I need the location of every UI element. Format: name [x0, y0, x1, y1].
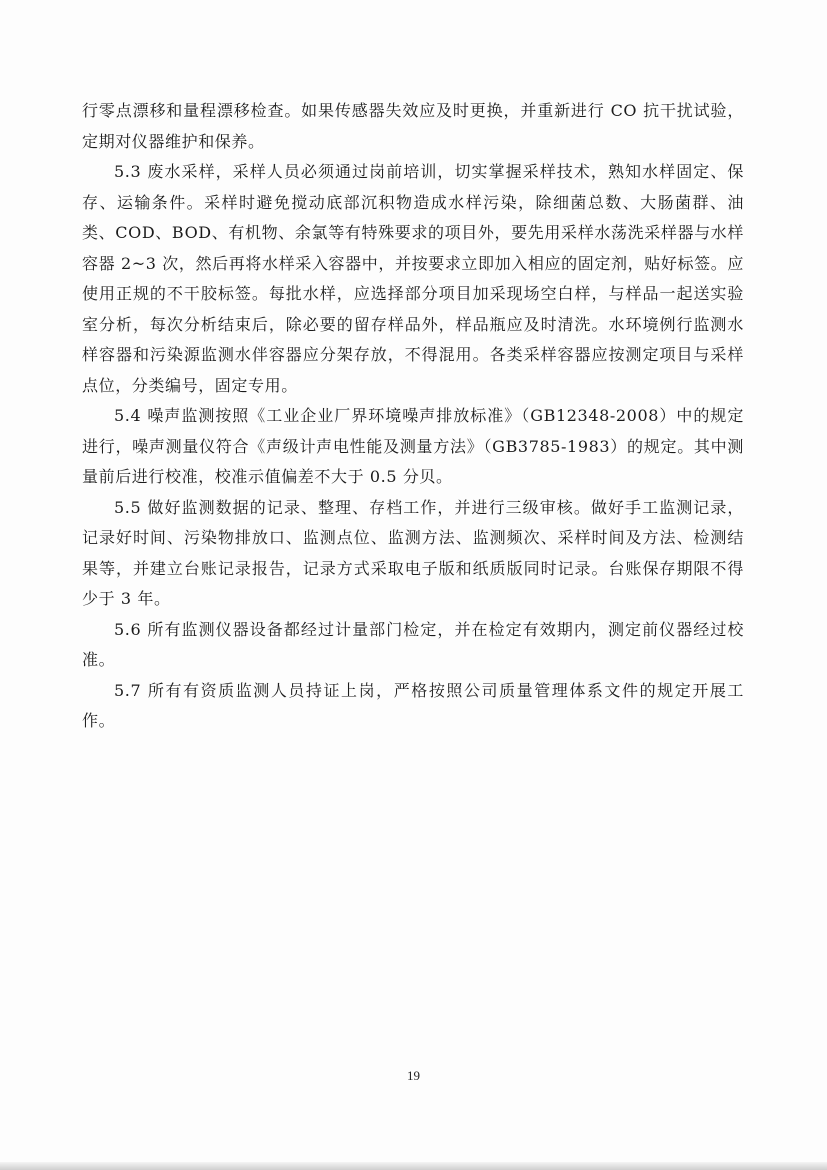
- paragraph-5-6-instrument-calibration: 5.6 所有监测仪器设备都经过计量部门检定，并在检定有效期内，测定前仪器经过校准。: [82, 619, 744, 669]
- paragraph-5-4-noise-monitoring: 5.4 噪声监测按照《工业企业厂界环境噪声排放标准》（GB12348-2008）中的规定进行，噪声测量仪符合《声级计声电性能及测量方法》（GB3785-1983）的规定。其中测量前后进行校准，校准示值偏差不大于 0.5 分贝。: [82, 406, 744, 486]
- document-body: [82, 96, 744, 737]
- page-number: 19: [407, 1068, 420, 1083]
- scan-bottom-edge: [0, 1162, 827, 1170]
- paragraph-5-3-wastewater-sampling: 5.3 废水采样，采样人员必须通过岗前培训，切实掌握采样技术，熟知水样固定、保存、运输条件。采样时避免搅动底部沉积物造成水样污染，除细菌总数、大肠菌群、油类、COD、BOD、有机物、余氯等有特殊要求的项目外，要先用采样水荡洗采样器与水样容器 2~3 次，然后再将水样采入容器中，并按要求立即加入相应的固定剂，贴好标签。应使用正规的不干胶标签。每批水样，应选择部分项目加采现场空白样，与样品一起送实验室分析，每次分析结束后，除必要的留存样品外，样品瓶应及时清洗。水环境例行监测水样容器和污染源监测水伴容器应分架存放，不得混用。各类采样容器应按测定项目与采样点位，分类编号，固定专用。: [82, 162, 744, 395]
- paragraph-5-7-qualified-personnel: 5.7 所有有资质监测人员持证上岗，严格按照公司质量管理体系文件的规定开展工作。: [82, 680, 744, 730]
- paragraph-5-5-data-records: 5.5 做好监测数据的记录、整理、存档工作，并进行三级审核。做好手工监测记录，记录好时间、污染物排放口、监测点位、监测方法、监测频次、采样时间及方法、检测结果等，并建立台账记录报告，记录方式采取电子版和纸质版同时记录。台账保存期限不得少于 3 年。: [82, 497, 744, 608]
- paragraph-continuation: 行零点漂移和量程漂移检查。如果传感器失效应及时更换，并重新进行 CO 抗干扰试验，定期对仪器维护和保养。: [82, 101, 744, 151]
